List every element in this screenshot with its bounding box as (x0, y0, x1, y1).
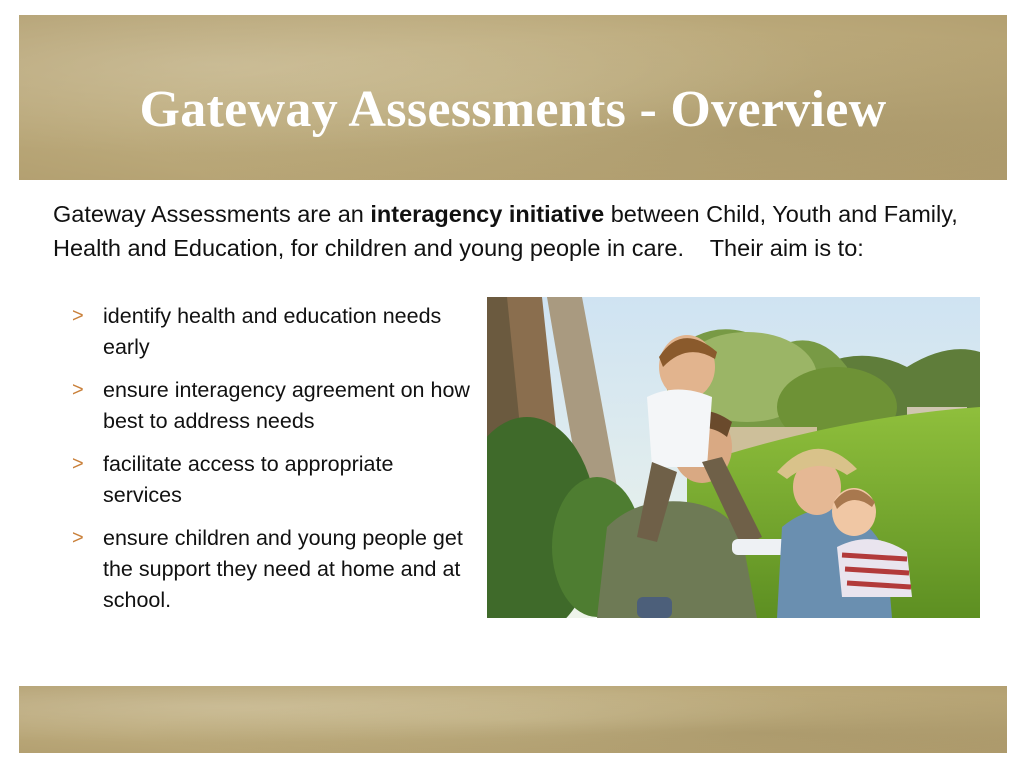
bullet-text: facilitate access to appropriate services (103, 452, 394, 507)
bullet-item (72, 375, 472, 437)
bullet-item (72, 523, 472, 616)
bullet-item (72, 449, 472, 511)
title-banner (19, 15, 1007, 180)
bullet-text: ensure children and young people get the support they need at home and at school. (103, 526, 463, 612)
aims-bullet-list (72, 301, 472, 628)
intro-text-start: Gateway Assessments are an (53, 201, 371, 227)
bullet-marker-icon: > (72, 527, 84, 549)
intro-text-end: between Child, Youth and Family, Health and Education, for children and young people in care. Their aim is to: (53, 201, 958, 261)
bullet-marker-icon: > (72, 305, 84, 327)
family-photo-illustration (487, 297, 980, 618)
intro-bold-phrase: interagency initiative (370, 201, 605, 227)
slide-title: Gateway Assessments - Overview (139, 81, 887, 138)
family-photo (487, 297, 980, 618)
bullet-marker-icon: > (72, 453, 84, 475)
bullet-marker-icon: > (72, 379, 84, 401)
bullet-text: ensure interagency agreement on how best to address needs (103, 378, 470, 433)
intro-paragraph (53, 197, 998, 265)
bullet-item (72, 301, 472, 363)
footer-banner (19, 686, 1007, 753)
bullet-text: identify health and education needs early (103, 304, 442, 359)
